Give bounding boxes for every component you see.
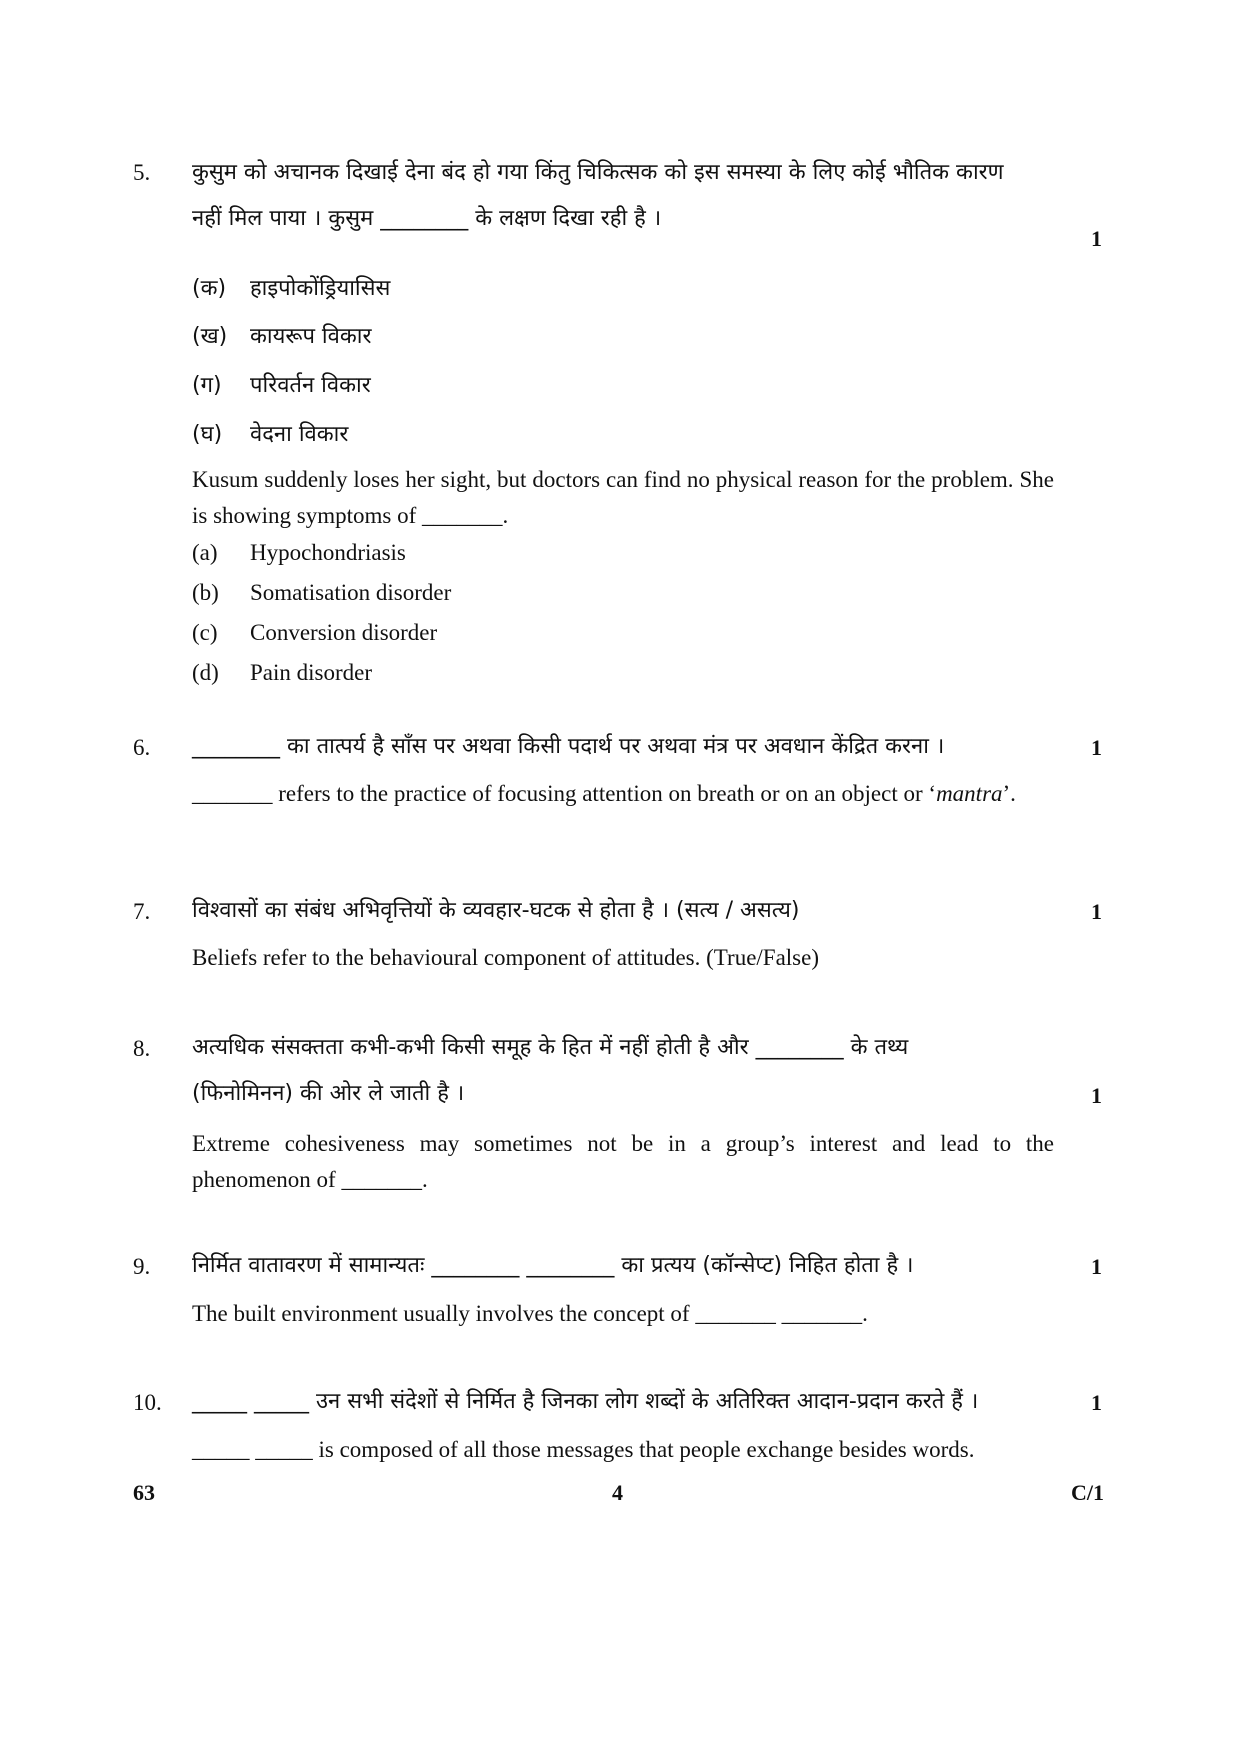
english-option	[192, 540, 406, 566]
option-label: (c)	[192, 620, 218, 645]
option-label: (b)	[192, 580, 219, 605]
question-english-text: Kusum suddenly loses her sight, but doctors can find no physical reason for the problem. She is showing symptoms of _______.	[192, 467, 1054, 528]
marks: 1	[1091, 226, 1102, 251]
option-text: Somatisation disorder	[250, 580, 452, 605]
question-number: 8.	[133, 1036, 151, 1061]
italic-term: mantra	[936, 781, 1003, 806]
marks: 1	[1091, 1254, 1102, 1279]
hindi-option	[192, 418, 348, 448]
question-english-text: The built environment usually involves the concept of _______ _______.	[192, 1301, 868, 1326]
hindi-line: कुसुम को अचानक दिखाई देना बंद हो गया किंतु चिकित्सक को इस समस्या के लिए कोई भौतिक कारण	[192, 160, 1004, 185]
english-option	[192, 620, 437, 646]
option-label: (घ)	[192, 422, 223, 447]
question-number: 7.	[133, 899, 151, 924]
set-code: C/1	[1071, 1480, 1104, 1505]
question-number: 5.	[133, 160, 151, 185]
page-number: 4	[612, 1480, 623, 1505]
question-number: 10.	[133, 1390, 162, 1415]
question-hindi-text: विश्वासों का संबंध अभिवृत्तियों के व्यवहार-घटक से होता है । (सत्य / असत्य)	[192, 898, 800, 923]
option-text: हाइपोकोंड्रियासिस	[250, 276, 391, 301]
option-label: (ग)	[192, 373, 222, 398]
option-text: वेदना विकार	[250, 422, 349, 447]
option-text: परिवर्तन विकार	[250, 373, 371, 398]
question-number: 9.	[133, 1254, 151, 1279]
question-hindi-text	[192, 1025, 1054, 1117]
option-label: (ख)	[192, 324, 228, 349]
paper-code: 63	[133, 1480, 155, 1505]
question-hindi-text: ________ का तात्पर्य है साँस पर अथवा किसी पदार्थ पर अथवा मंत्र पर अवधान केंद्रित करना ।	[192, 734, 945, 759]
hindi-line: (फिनोमिनन) की ओर ले जाती है ।	[192, 1081, 465, 1106]
hindi-option	[192, 272, 390, 302]
marks: 1	[1091, 1083, 1102, 1108]
question-english-text: Extreme cohesiveness may sometimes not be in a group’s interest and lead to the phenomenon of _______.	[192, 1131, 1054, 1192]
option-label: (क)	[192, 276, 227, 301]
question-hindi-text: _____ _____ उन सभी संदेशों से निर्मित है जिनका लोग शब्दों के अतिरिक्त आदान-प्रदान करते हैं ।	[192, 1389, 979, 1414]
option-text: Hypochondriasis	[250, 540, 406, 565]
option-label: (d)	[192, 660, 219, 685]
hindi-option	[192, 320, 371, 350]
question-number: 6.	[133, 735, 151, 760]
question-hindi-text	[192, 150, 1054, 242]
marks: 1	[1091, 899, 1102, 924]
option-label: (a)	[192, 540, 218, 565]
marks: 1	[1091, 1390, 1102, 1415]
question-english-text: Beliefs refer to the behavioural component of attitudes. (True/False)	[192, 945, 819, 970]
hindi-line: नहीं मिल पाया । कुसुम ________ के लक्षण दिखा रही है ।	[192, 206, 662, 231]
option-text: कायरूप विकार	[250, 324, 372, 349]
hindi-option	[192, 369, 371, 399]
english-option	[192, 580, 451, 606]
marks: 1	[1091, 735, 1102, 760]
option-text: Conversion disorder	[250, 620, 438, 645]
hindi-line: अत्यधिक संसक्तता कभी-कभी किसी समूह के हित में नहीं होती है और ________ के तथ्य	[192, 1035, 909, 1060]
option-text: Pain disorder	[250, 660, 373, 685]
question-english-text	[192, 776, 1054, 812]
english-option	[192, 660, 372, 686]
question-english-text: _____ _____ is composed of all those messages that people exchange besides words.	[192, 1437, 975, 1462]
english-text-end: ’.	[1002, 781, 1016, 806]
question-hindi-text: निर्मित वातावरण में सामान्यतः ________ ________ का प्रत्यय (कॉन्सेप्ट) निहित होता है ।	[192, 1253, 914, 1278]
english-text-start: _______ refers to the practice of focusing attention on breath or on an object or ‘	[192, 781, 937, 806]
